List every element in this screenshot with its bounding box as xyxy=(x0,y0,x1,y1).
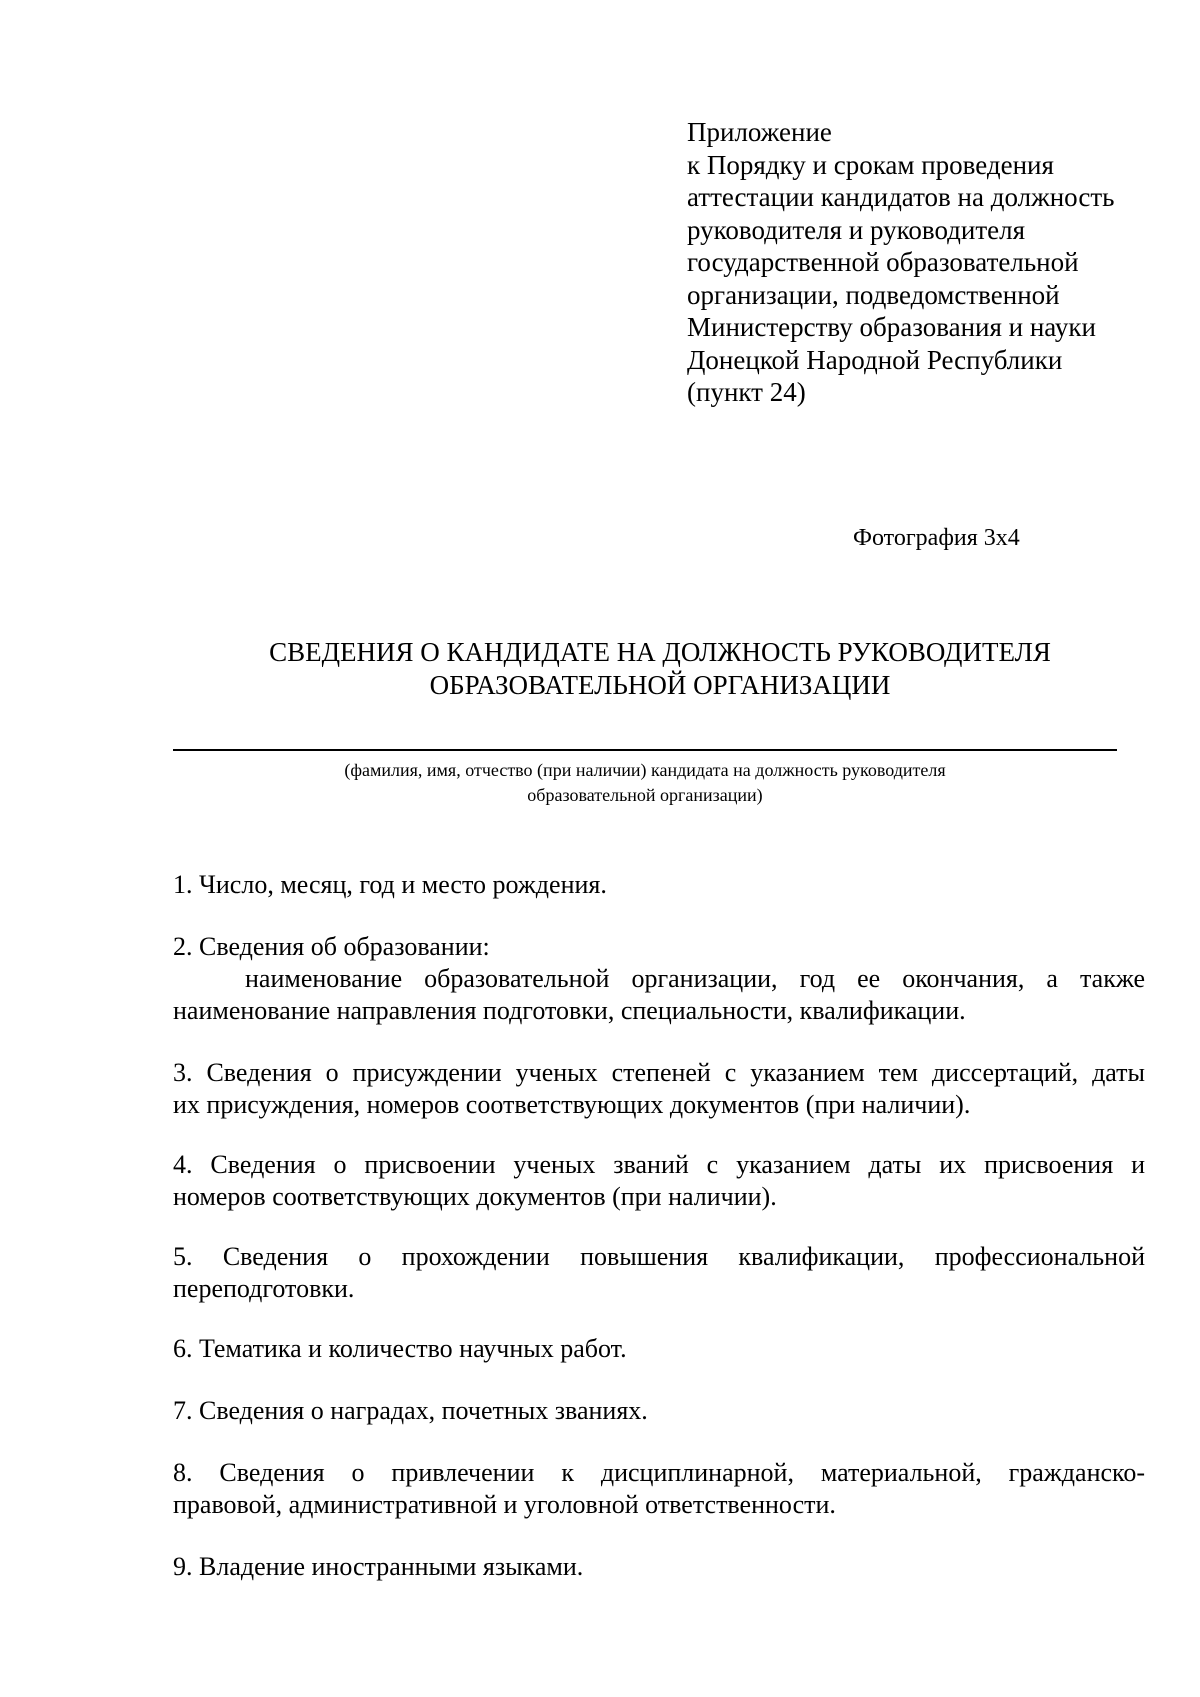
list-item-titles xyxy=(173,1149,1145,1213)
item-text: 1. Число, месяц, год и место рождения. xyxy=(173,870,607,899)
appendix-line: руководителя и руководителя xyxy=(687,214,1026,245)
candidate-name-underline xyxy=(173,749,1117,751)
candidate-name-caption xyxy=(173,758,1117,808)
item-heading: 2. Сведения об образовании: xyxy=(173,932,490,961)
item-text-line: их присуждения, номеров соответствующих документов (при наличии). xyxy=(173,1090,971,1119)
document-title xyxy=(160,636,1160,702)
list-item-training xyxy=(173,1241,1145,1305)
item-text-line: переподготовки. xyxy=(173,1274,355,1303)
list-item-degrees xyxy=(173,1057,1145,1121)
appendix-line: аттестации кандидатов на должность xyxy=(687,182,1115,212)
appendix-line: Министерству образования и науки xyxy=(687,312,1096,342)
item-text-line: наименование направления подготовки, специальности, квалификации. xyxy=(173,996,966,1025)
item-text: 7. Сведения о наградах, почетных званиях. xyxy=(173,1396,648,1425)
item-text: 6. Тематика и количество научных работ. xyxy=(173,1334,627,1363)
item-text-line: номеров соответствующих документов (при наличии). xyxy=(173,1182,777,1211)
list-item-birth xyxy=(173,869,1145,901)
appendix-line: организации, подведомственной xyxy=(687,279,1060,310)
appendix-note xyxy=(687,116,1157,409)
title-line-2: ОБРАЗОВАТЕЛЬНОЙ ОРГАНИЗАЦИИ xyxy=(429,670,891,700)
list-item-awards xyxy=(173,1395,1145,1427)
item-text-line: 8. Сведения о привлечении к дисциплинарной, материальной, гражданско- xyxy=(173,1458,1145,1487)
caption-line-1: (фамилия, имя, отчество (при наличии) кандидата на должность руководителя xyxy=(344,760,946,780)
appendix-line: Донецкой Народной Республики xyxy=(687,344,1063,375)
title-line-1: СВЕДЕНИЯ О КАНДИДАТЕ НА ДОЛЖНОСТЬ РУКОВОДИТЕЛЯ xyxy=(269,637,1051,667)
list-item-languages xyxy=(173,1551,1145,1583)
appendix-line: Приложение xyxy=(687,117,832,147)
caption-line-2: образовательной организации) xyxy=(527,785,763,805)
item-text-line: 4. Сведения о присвоении ученых званий с указанием даты их присвоения и xyxy=(173,1150,1145,1179)
item-text-line: 5. Сведения о прохождении повышения квалификации, профессиональной xyxy=(173,1242,1145,1271)
item-text: 9. Владение иностранными языками. xyxy=(173,1552,584,1581)
photo-placeholder-label: Фотография 3х4 xyxy=(853,525,1020,551)
appendix-line: (пункт 24) xyxy=(687,377,806,407)
information-list xyxy=(173,869,1145,1583)
appendix-line: к Порядку и срокам проведения xyxy=(687,149,1054,180)
item-text-line: 3. Сведения о присуждении ученых степеней с указанием тем диссертаций, даты xyxy=(173,1058,1145,1087)
item-text-line: правовой, административной и уголовной ответственности. xyxy=(173,1490,836,1519)
list-item-liability xyxy=(173,1457,1145,1521)
list-item-education xyxy=(173,931,1145,1027)
appendix-line: государственной образовательной xyxy=(687,247,1079,277)
list-item-publications xyxy=(173,1333,1145,1365)
item-text-line: наименование образовательной организации, год ее окончания, а также xyxy=(245,964,1145,993)
